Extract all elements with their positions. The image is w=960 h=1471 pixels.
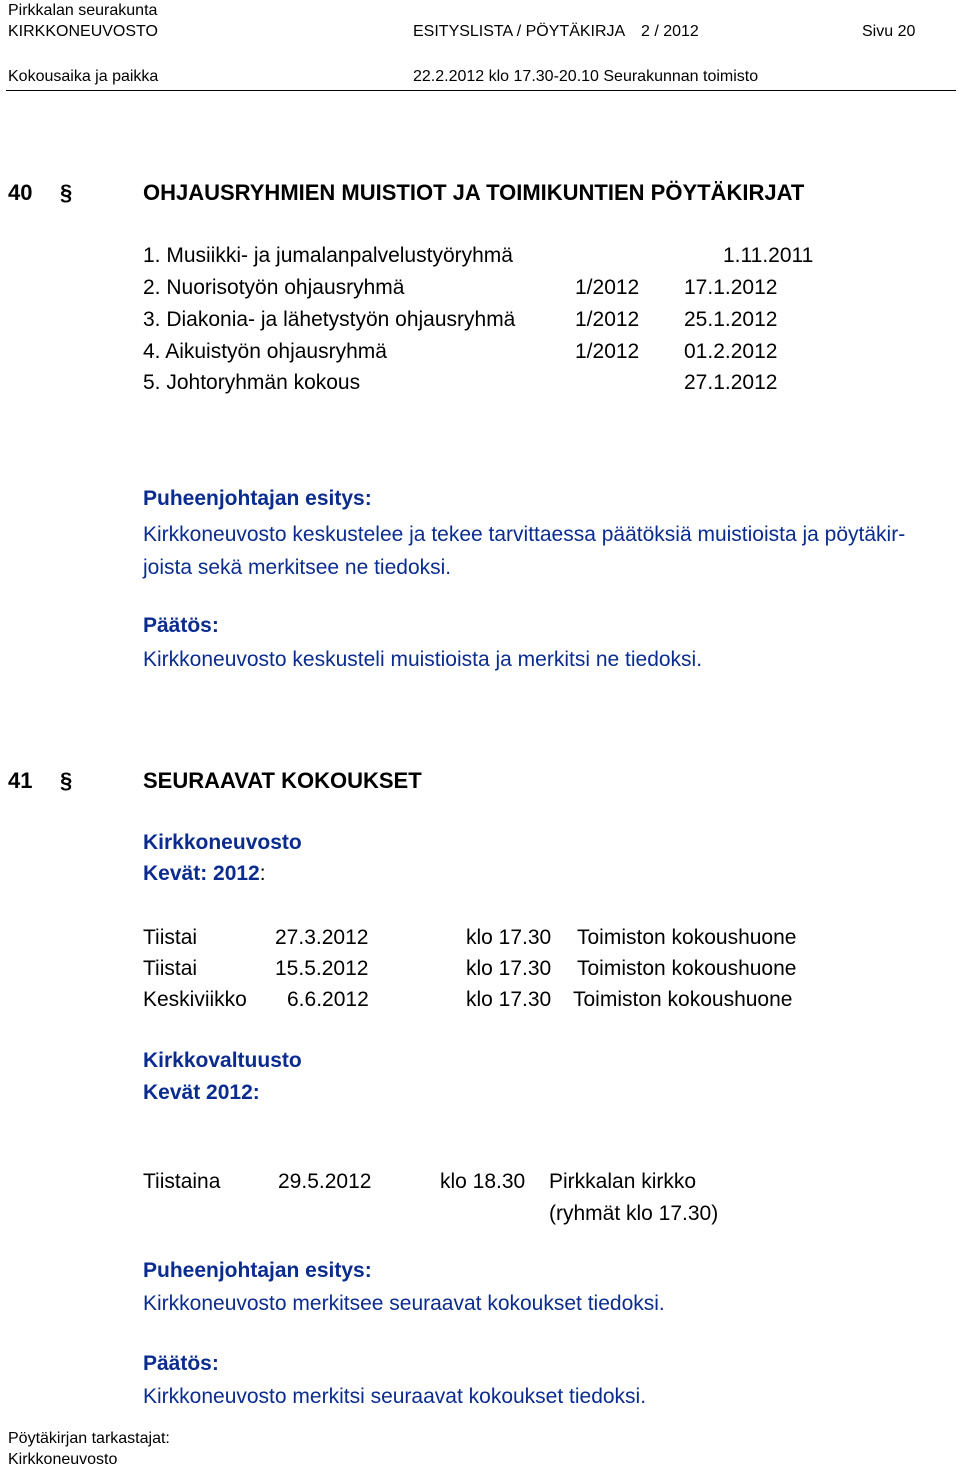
meeting-2-place: Toimiston kokoushuone xyxy=(577,957,797,980)
section-41-number: 41 xyxy=(8,768,33,793)
decision-40: Kirkkoneuvosto keskusteli muistioista ja merkitsi ne tiedoksi. xyxy=(143,648,703,671)
kv-meeting-note: (ryhmät klo 17.30) xyxy=(549,1202,719,1225)
footer-value: Kirkkoneuvosto xyxy=(8,1451,118,1468)
section-sign-icon: § xyxy=(60,180,73,205)
meeting-1-place: Toimiston kokoushuone xyxy=(577,926,797,949)
decision-label-40: Päätös: xyxy=(143,614,219,637)
doc-type: ESITYSLISTA / PÖYTÄKIRJA xyxy=(413,23,626,40)
footer-label: Pöytäkirjan tarkastajat: xyxy=(8,1430,170,1447)
section-sign-icon: § xyxy=(60,768,73,793)
meeting-3-day: Keskiviikko xyxy=(143,988,247,1011)
item-4-num: 1/2012 xyxy=(575,340,640,363)
item-3-num: 1/2012 xyxy=(575,308,640,331)
item-2-num: 1/2012 xyxy=(575,276,640,299)
meeting-time-value: 22.2.2012 klo 17.30-20.10 Seurakunnan toimisto xyxy=(413,68,759,85)
item-1-name: 1. Musiikki- ja jumalanpalvelustyöryhmä xyxy=(143,244,513,267)
item-2-name: 2. Nuorisotyön ohjausryhmä xyxy=(143,276,405,299)
kv-meeting-place: Pirkkalan kirkko xyxy=(549,1170,697,1193)
kn-period-line xyxy=(143,862,266,886)
item-4-date: 01.2.2012 xyxy=(684,340,778,363)
meeting-2-day: Tiistai xyxy=(143,957,198,980)
item-4-name: 4. Aikuistyön ohjausryhmä xyxy=(143,340,387,363)
section-41-title: SEURAAVAT KOKOUKSET xyxy=(143,768,422,793)
kv-meeting-time: klo 18.30 xyxy=(440,1170,526,1193)
decision-41: Kirkkoneuvosto merkitsi seuraavat kokoukset tiedoksi. xyxy=(143,1385,647,1408)
header-rule xyxy=(6,90,956,91)
org-name: Pirkkalan seurakunta xyxy=(8,2,158,19)
meeting-1-day: Tiistai xyxy=(143,926,198,949)
kv-meeting-date: 29.5.2012 xyxy=(278,1170,372,1193)
proposal-label-40: Puheenjohtajan esitys: xyxy=(143,487,372,510)
meeting-time-label: Kokousaika ja paikka xyxy=(8,68,159,85)
meeting-3-place: Toimiston kokoushuone xyxy=(573,988,793,1011)
meeting-1-time: klo 17.30 xyxy=(466,926,552,949)
item-1-date: 1.11.2011 xyxy=(723,244,814,267)
section-40-number: 40 xyxy=(8,180,33,205)
proposal-line-2: joista sekä merkitsee ne tiedoksi. xyxy=(143,556,452,579)
kn-label: Kirkkoneuvosto xyxy=(143,831,302,854)
meeting-3-date: 6.6.2012 xyxy=(287,988,369,1011)
proposal-line-1: Kirkkoneuvosto keskustelee ja tekee tarvittaessa päätöksiä muistioista ja pöytäkir- xyxy=(143,523,906,546)
meeting-2-time: klo 17.30 xyxy=(466,957,552,980)
decision-label-41: Päätös: xyxy=(143,1352,219,1375)
kv-label: Kirkkovaltuusto xyxy=(143,1049,302,1072)
kn-colon: : xyxy=(259,862,266,885)
kn-period: Kevät: 2012 xyxy=(143,862,260,885)
meeting-2-date: 15.5.2012 xyxy=(275,957,369,980)
proposal-41: Kirkkoneuvosto merkitsee seuraavat kokoukset tiedoksi. xyxy=(143,1292,665,1315)
doc-number: 2 / 2012 xyxy=(641,23,699,40)
item-5-name: 5. Johtoryhmän kokous xyxy=(143,371,361,394)
body-name: KIRKKONEUVOSTO xyxy=(8,23,158,40)
proposal-label-41: Puheenjohtajan esitys: xyxy=(143,1259,372,1282)
kv-meeting-day: Tiistaina xyxy=(143,1170,221,1193)
meeting-3-time: klo 17.30 xyxy=(466,988,552,1011)
item-5-date: 27.1.2012 xyxy=(684,371,778,394)
section-40-title: OHJAUSRYHMIEN MUISTIOT JA TOIMIKUNTIEN PÖYTÄKIRJAT xyxy=(143,180,805,205)
item-2-date: 17.1.2012 xyxy=(684,276,778,299)
item-3-name: 3. Diakonia- ja lähetystyön ohjausryhmä xyxy=(143,308,516,331)
meeting-1-date: 27.3.2012 xyxy=(275,926,369,949)
kv-period: Kevät 2012: xyxy=(143,1081,260,1104)
page-number: Sivu 20 xyxy=(862,23,916,40)
item-3-date: 25.1.2012 xyxy=(684,308,778,331)
